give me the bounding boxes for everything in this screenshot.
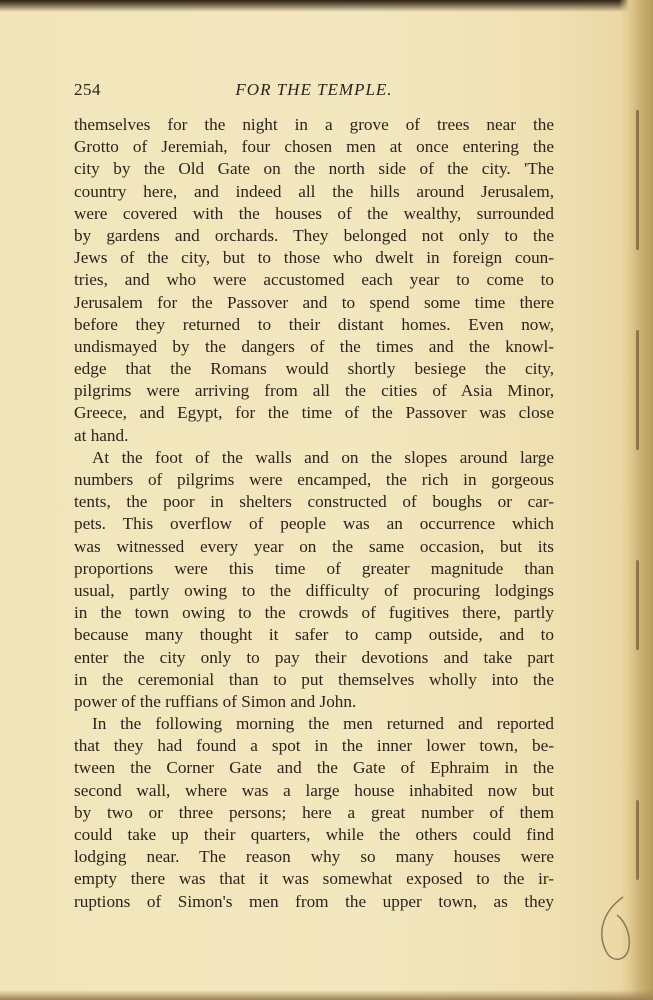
text-line: at hand. (74, 425, 129, 445)
page-number: 254 (74, 80, 101, 99)
text-line: power of the ruffians of Simon and John. (74, 691, 357, 711)
text-line: enter the city only to pay their devotions and take part (74, 647, 554, 667)
text-line: by gardens and orchards. They belonged not only to the (74, 225, 554, 245)
text-line: usual, partly owing to the difficulty of procuring lodgings (74, 580, 554, 600)
text-line: Jerusalem for the Passover and to spend some time there (74, 292, 554, 312)
running-title: FOR THE TEMPLE. (235, 80, 393, 99)
body-text (74, 114, 554, 913)
text-line: themselves for the night in a grove of trees near the (74, 115, 554, 134)
text-line: because many thought it safer to camp outside, and to (74, 625, 554, 645)
page-header (74, 80, 554, 104)
text-line: was witnessed every year on the same occasion, but its (74, 536, 554, 556)
text-line: by two or three persons; here a great number of them (74, 802, 554, 822)
text-line: pilgrims were arriving from all the cities of Asia Minor, (74, 381, 554, 401)
text-line: numbers of pilgrims were encamped, the rich in gorgeous (74, 470, 554, 489)
text-line: tries, and who were accustomed each year to come to (74, 270, 554, 290)
text-line: lodging near. The reason why so many houses were (74, 847, 554, 867)
text-line: that they had found a spot in the inner lower town, be- (74, 736, 554, 756)
text-line: before they returned to their distant homes. Even now, (74, 314, 554, 334)
text-line: Greece, and Egypt, for the time of the Passover was close (74, 403, 554, 423)
text-line: proportions were this time of greater magnitude than (74, 558, 554, 578)
text-line: Grotto of Jeremiah, four chosen men at once entering the (74, 137, 554, 157)
text-line: country here, and indeed all the hills around Jerusalem, (74, 181, 554, 201)
text-line: tween the Corner Gate and the Gate of Ephraim in the (74, 758, 554, 778)
text-line: ruptions of Simon's men from the upper town, as they (74, 891, 554, 911)
text-line: Jews of the city, but to those who dwelt in foreign coun- (74, 248, 554, 268)
text-line: second wall, where was a large house inhabited now but (74, 780, 554, 800)
text-line: city by the Old Gate on the north side of the city. 'The (74, 159, 554, 179)
text-line: in the ceremonial than to put themselves wholly into the (74, 669, 554, 689)
text-line: undismayed by the dangers of the times and the knowl- (74, 336, 554, 356)
text-line: At the foot of the walls and on the slopes around large (92, 447, 554, 467)
text-line: in the town owing to the crowds of fugitives there, partly (74, 603, 554, 623)
paper-clip-icon (593, 895, 633, 965)
text-line: empty there was that it was somewhat exposed to the ir- (74, 869, 554, 889)
text-line: could take up their quarters, while the others could find (74, 825, 554, 844)
text-line: tents, the poor in shelters constructed of boughs or car- (74, 492, 554, 512)
page-bottom-edge (0, 990, 653, 1000)
page-top-shadow (0, 0, 653, 12)
text-line: In the following morning the men returned and reported (92, 714, 554, 734)
text-line: pets. This overflow of people was an occurrence which (74, 514, 554, 534)
text-line: were covered with the houses of the wealthy, surrounded (74, 203, 554, 223)
text-line: edge that the Romans would shortly besiege the city, (74, 359, 554, 379)
page-gutter-edge (619, 0, 653, 1000)
